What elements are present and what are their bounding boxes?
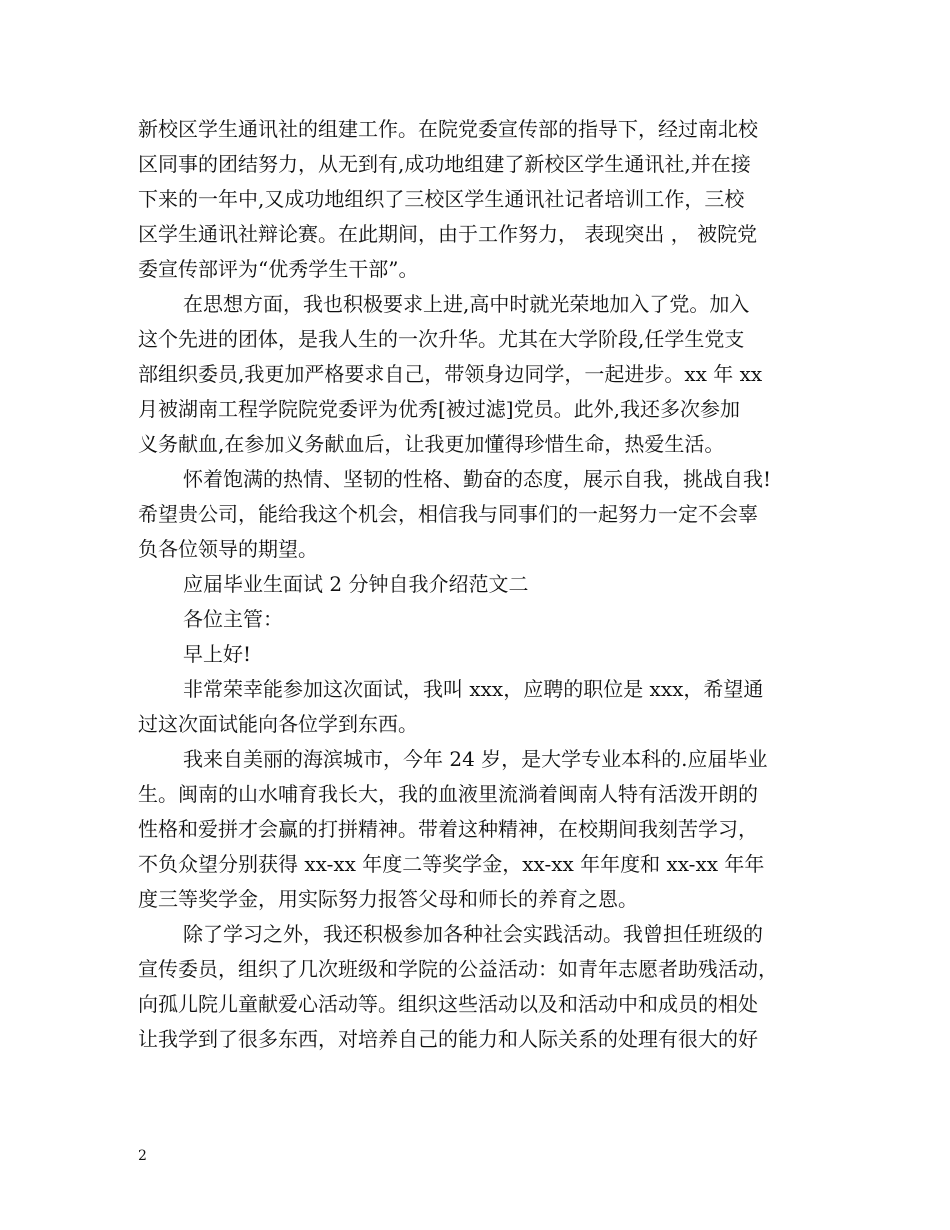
salutation-line: 各位主管： bbox=[183, 607, 283, 631]
text-line: 区同事的团结努力，从无到有,成功地组建了新校区学生通讯社,并在接 bbox=[138, 152, 751, 176]
paragraph-start-line: 非常荣幸能参加这次面试，我叫 xxx，应聘的职位是 xxx，希望通 bbox=[183, 677, 764, 701]
text-line: 让我学到了很多东西，对培养自己的能力和人际关系的处理有很大的好 bbox=[138, 1027, 758, 1051]
text-line: 不负众望分别获得 xx-xx 年度二等奖学金，xx-xx 年年度和 xx-xx 年年 bbox=[138, 852, 765, 876]
paragraph-start-line: 除了学习之外，我还积极参加各种社会实践活动。我曾担任班级的 bbox=[183, 922, 763, 946]
document-body bbox=[138, 112, 818, 1057]
paragraph-start-line: 怀着饱满的热情、坚韧的性格、勤奋的态度，展示自我，挑战自我! bbox=[183, 467, 772, 491]
text-line: 部组织委员,我更加严格要求自己，带领身边同学，一起进步。xx 年 xx bbox=[138, 362, 763, 386]
section-heading: 应届毕业生面试 2 分钟自我介绍范文二 bbox=[183, 572, 529, 596]
paragraph-start-line: 在思想方面，我也积极要求上进,高中时就光荣地加入了党。加入 bbox=[183, 292, 750, 316]
greeting-line: 早上好! bbox=[183, 642, 252, 666]
text-line: 月被湖南工程学院院党委评为优秀[被过滤]党员。此外,我还多次参加 bbox=[138, 397, 740, 421]
text-line: 下来的一年中,又成功地组织了三校区学生通讯社记者培训工作，三校 bbox=[138, 187, 745, 211]
text-line: 这个先进的团体，是我人生的一次升华。尤其在大学阶段,任学生党支 bbox=[138, 327, 745, 351]
paragraph-start-line: 我来自美丽的海滨城市，今年 24 岁，是大学专业本科的.应届毕业 bbox=[183, 747, 768, 771]
text-line: 宣传委员，组织了几次班级和学院的公益活动：如青年志愿者助残活动， bbox=[138, 957, 778, 981]
text-line: 度三等奖学金，用实际努力报答父母和师长的养育之恩。 bbox=[138, 887, 638, 911]
text-line: 希望贵公司，能给我这个机会，相信我与同事们的一起努力一定不会辜 bbox=[138, 502, 758, 526]
text-line: 生。闽南的山水哺育我长大，我的血液里流淌着闽南人特有活泼开朗的 bbox=[138, 782, 758, 806]
text-line: 新校区学生通讯社的组建工作。在院党委宣传部的指导下，经过南北校 bbox=[138, 117, 758, 141]
text-line: 负各位领导的期望。 bbox=[138, 537, 318, 561]
page-number: 2 bbox=[138, 1148, 147, 1164]
text-line: 向孤儿院儿童献爱心活动等。组织这些活动以及和活动中和成员的相处 bbox=[138, 992, 758, 1016]
text-line: 区学生通讯社辩论赛。在此期间，由于工作努力， 表现突出 ， 被院党 bbox=[138, 222, 758, 246]
text-line: 义务献血,在参加义务献血后，让我更加懂得珍惜生命，热爱生活。 bbox=[138, 432, 725, 456]
text-line: 委宣传部评为“优秀学生干部”。 bbox=[138, 257, 419, 281]
text-line: 过这次面试能向各位学到东西。 bbox=[138, 712, 418, 736]
text-line: 性格和爱拼才会赢的打拼精神。带着这种精神，在校期间我刻苦学习， bbox=[138, 817, 758, 841]
